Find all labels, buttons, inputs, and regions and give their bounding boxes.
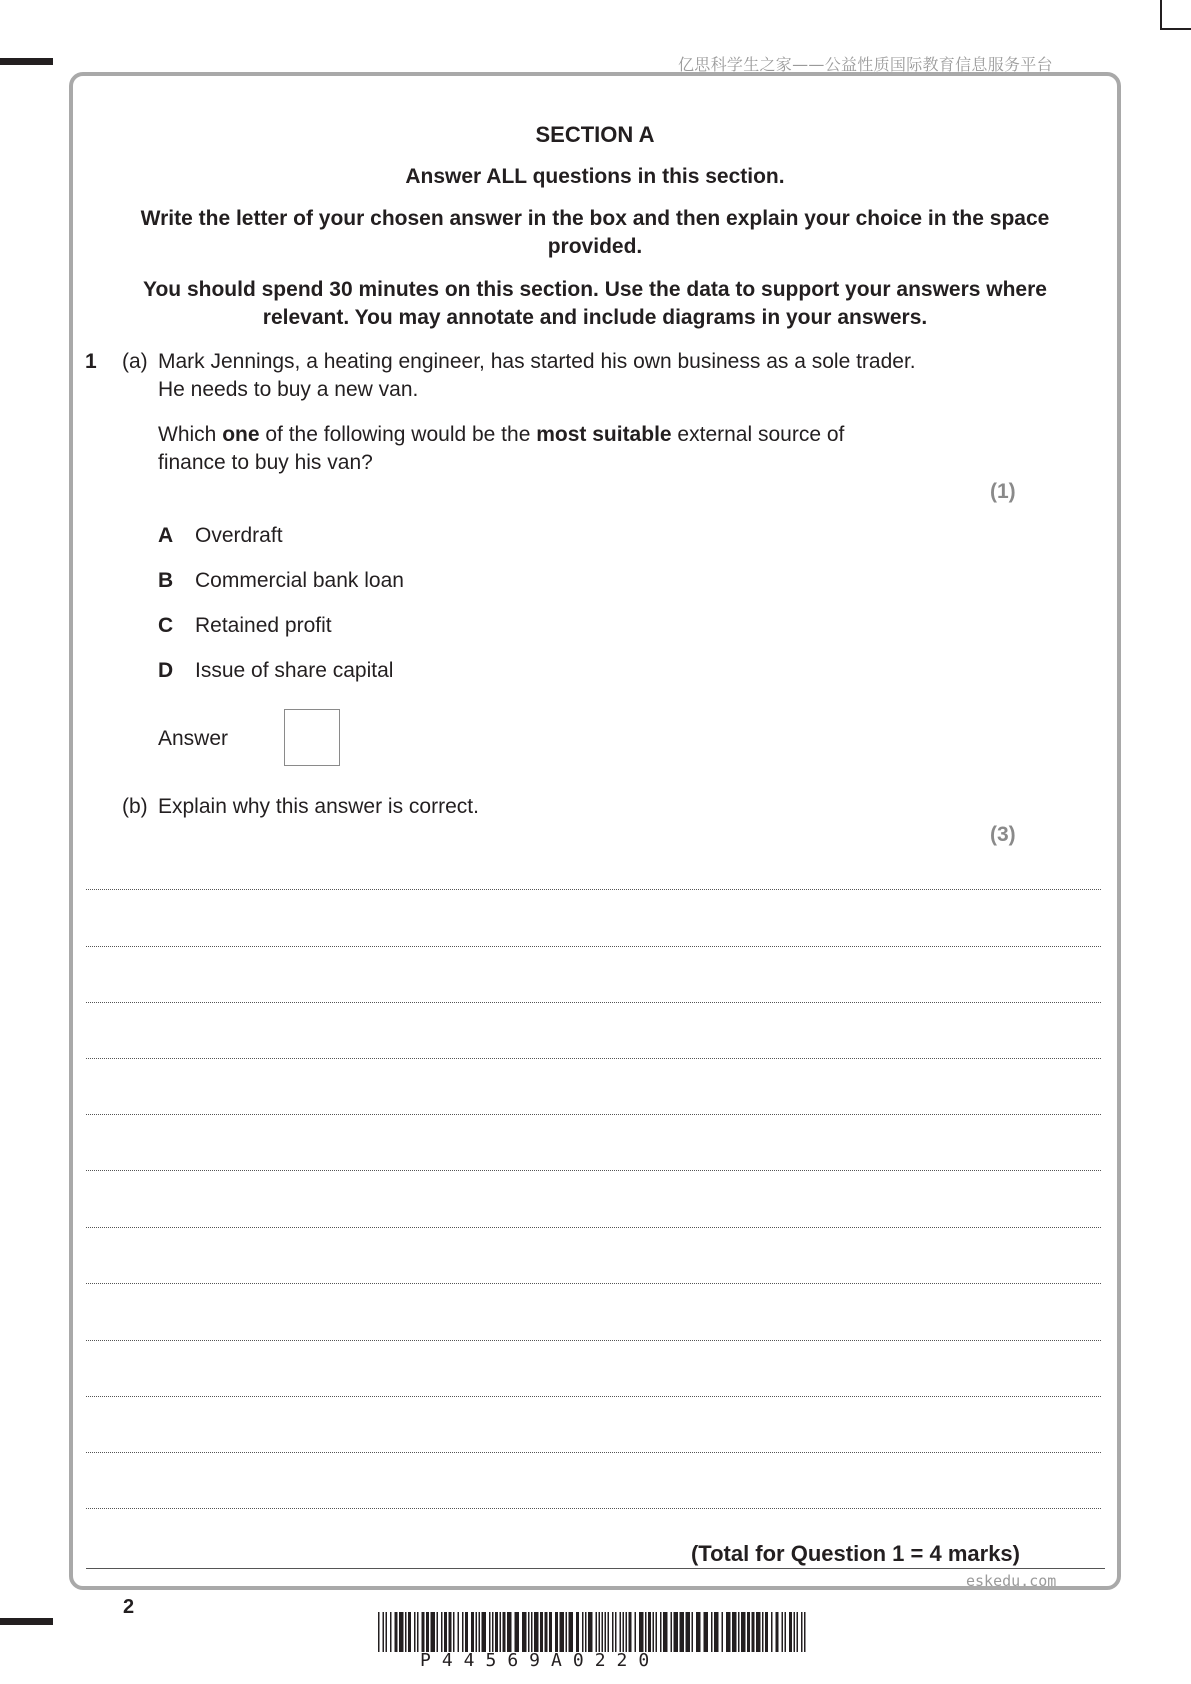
instruction-write-letter (100, 205, 1090, 261)
registration-mark-bottom (0, 1618, 53, 1625)
part-b-text: Explain why this answer is correct. (158, 795, 479, 818)
barcode-bar (534, 1612, 539, 1652)
barcode-bar (645, 1612, 647, 1652)
question-number: 1 (85, 350, 97, 373)
option-b-letter: B (158, 569, 174, 592)
barcode-bar (615, 1612, 617, 1652)
barcode-bar (722, 1612, 724, 1652)
barcode-bar (794, 1612, 796, 1652)
barcode-bar (602, 1612, 604, 1652)
prompt-bold-most-suitable: most suitable (536, 423, 672, 446)
barcode-bar (479, 1612, 481, 1652)
barcode-bar (648, 1612, 651, 1652)
barcode (378, 1612, 810, 1652)
barcode-bar (635, 1612, 637, 1652)
answer-line[interactable] (86, 1058, 1101, 1059)
option-d-letter: D (158, 659, 174, 682)
barcode-bar (771, 1612, 773, 1652)
barcode-bar (629, 1612, 632, 1652)
answer-line[interactable] (86, 1452, 1101, 1453)
barcode-bar (426, 1612, 429, 1652)
instruction-time-line2: relevant. You may annotate and include diagrams in your answers. (262, 306, 928, 329)
barcode-bar (726, 1612, 731, 1652)
barcode-bar (417, 1612, 419, 1652)
barcode-bar (408, 1612, 411, 1652)
barcode-bar (500, 1612, 502, 1652)
part-a-stem-line2: He needs to buy a new van. (158, 378, 419, 401)
barcode-bar (386, 1612, 388, 1652)
barcode-bar (588, 1612, 593, 1652)
answer-label: Answer (158, 727, 229, 750)
barcode-bar (566, 1612, 568, 1652)
barcode-bar (804, 1612, 806, 1652)
barcode-bar (449, 1612, 452, 1652)
option-b-text: Commercial bank loan (195, 569, 404, 592)
section-title: SECTION A (535, 122, 655, 147)
barcode-bar (671, 1612, 673, 1652)
barcode-bar (741, 1612, 746, 1652)
barcode-bar (599, 1612, 601, 1652)
barcode-bar (405, 1612, 407, 1652)
barcode-bar (747, 1612, 750, 1652)
barcode-bar (765, 1612, 768, 1652)
barcode-bar (704, 1612, 709, 1652)
barcode-bar (495, 1612, 498, 1652)
barcode-bar (596, 1612, 598, 1652)
prompt-bold-one: one (222, 423, 260, 446)
barcode-bar (492, 1612, 494, 1652)
part-a-stem-line1: Mark Jennings, a heating engineer, has started his own business as a sole trader. (158, 350, 916, 373)
barcode-bar (453, 1612, 455, 1652)
answer-line[interactable] (86, 1002, 1101, 1003)
barcode-bar (674, 1612, 679, 1652)
barcode-bar (626, 1612, 628, 1652)
barcode-bar (441, 1612, 443, 1652)
barcode-bar (623, 1612, 625, 1652)
barcode-bar (714, 1612, 719, 1652)
barcode-bar (782, 1612, 784, 1652)
barcode-bar (458, 1612, 460, 1652)
barcode-bar (585, 1612, 587, 1652)
registration-mark-top (0, 58, 53, 65)
answer-line[interactable] (86, 1170, 1101, 1171)
barcode-bar (686, 1612, 691, 1652)
prompt-text-2: of the following would be the (259, 423, 537, 446)
watermark-bottom: eskedu.com (966, 1572, 1057, 1590)
question-total: (Total for Question 1 = 4 marks) (690, 1541, 1020, 1566)
barcode-bar (414, 1612, 416, 1652)
option-c-letter: C (158, 614, 174, 637)
answer-line[interactable] (86, 946, 1101, 947)
barcode-bar (462, 1612, 464, 1652)
barcode-bar (489, 1612, 491, 1652)
barcode-bar (663, 1612, 668, 1652)
barcode-bar (608, 1612, 610, 1652)
barcode-bar (756, 1612, 761, 1652)
barcode-bar (522, 1612, 527, 1652)
answer-line[interactable] (86, 1340, 1101, 1341)
barcode-bar (738, 1612, 740, 1652)
barcode-bar (531, 1612, 533, 1652)
barcode-bar (569, 1612, 574, 1652)
barcode-bar (476, 1612, 478, 1652)
barcode-bar (465, 1612, 468, 1652)
barcode-bar (422, 1612, 425, 1652)
part-a-prompt-line1 (158, 421, 844, 449)
barcode-bar (471, 1612, 474, 1652)
answer-line[interactable] (86, 1114, 1101, 1115)
barcode-text: P44569A0220 (420, 1650, 661, 1671)
prompt-text-3: external source of (671, 423, 845, 446)
barcode-bar (692, 1612, 694, 1652)
barcode-bar (378, 1612, 380, 1652)
barcode-bar (528, 1612, 530, 1652)
answer-line[interactable] (86, 1396, 1101, 1397)
total-rule (86, 1568, 1105, 1569)
barcode-bar (653, 1612, 655, 1652)
crop-mark-top-right (1160, 0, 1191, 30)
barcode-bar (555, 1612, 558, 1652)
barcode-bar (399, 1612, 404, 1652)
barcode-bar (789, 1612, 792, 1652)
instruction-write-letter-line2: provided. (547, 235, 643, 258)
barcode-bar (395, 1612, 398, 1652)
part-b-label: (b) (122, 795, 148, 818)
instruction-answer-all: Answer ALL questions in this section. (405, 165, 785, 188)
answer-box[interactable] (284, 709, 340, 766)
barcode-bar (560, 1612, 565, 1652)
option-d-text: Issue of share capital (195, 659, 394, 682)
option-c-text: Retained profit (195, 614, 332, 637)
barcode-bar (776, 1612, 779, 1652)
instruction-write-letter-line1: Write the letter of your chosen answer in the box and then explain your choice in the space (140, 207, 1050, 230)
barcode-bar (582, 1612, 584, 1652)
option-a-letter: A (158, 524, 174, 547)
barcode-bar (576, 1612, 579, 1652)
barcode-bar (390, 1612, 392, 1652)
part-a-prompt-line2: finance to buy his van? (158, 451, 373, 474)
part-b-marks: (3) (990, 823, 1016, 846)
answer-line[interactable] (86, 1227, 1101, 1228)
barcode-bar (549, 1612, 552, 1652)
barcode-bar (732, 1612, 737, 1652)
part-a-marks: (1) (990, 480, 1016, 503)
barcode-bar (785, 1612, 787, 1652)
watermark-top: 亿思科学生之家——公益性质国际教育信息服务平台 (678, 55, 1053, 74)
page-number: 2 (123, 1596, 135, 1618)
barcode-bar (507, 1612, 512, 1652)
barcode-bar (656, 1612, 658, 1652)
barcode-bar (801, 1612, 803, 1652)
barcode-bar (620, 1612, 622, 1652)
barcode-bar (711, 1612, 713, 1652)
prompt-text-1: Which (158, 423, 223, 446)
barcode-bar (515, 1612, 520, 1652)
barcode-bar (752, 1612, 755, 1652)
barcode-bar (482, 1612, 487, 1652)
answer-line[interactable] (86, 889, 1101, 890)
barcode-bar (660, 1612, 662, 1652)
barcode-bar (503, 1612, 506, 1652)
barcode-bar (612, 1612, 614, 1652)
barcode-bar (762, 1612, 764, 1652)
instruction-time (100, 276, 1090, 332)
barcode-bar (444, 1612, 447, 1652)
barcode-bar (545, 1612, 548, 1652)
barcode-bar (797, 1612, 799, 1652)
barcode-bar (696, 1612, 701, 1652)
instruction-time-line1: You should spend 30 minutes on this section. Use the data to support your answers where (143, 278, 1047, 301)
option-a-text: Overdraft (195, 524, 283, 547)
barcode-bar (639, 1612, 644, 1652)
barcode-bar (605, 1612, 607, 1652)
answer-line[interactable] (86, 1508, 1101, 1509)
barcode-bar (431, 1612, 436, 1652)
barcode-bar (383, 1612, 385, 1652)
barcode-bar (540, 1612, 543, 1652)
barcode-bar (437, 1612, 439, 1652)
part-a-label: (a) (122, 350, 148, 373)
answer-line[interactable] (86, 1283, 1101, 1284)
barcode-bar (680, 1612, 685, 1652)
